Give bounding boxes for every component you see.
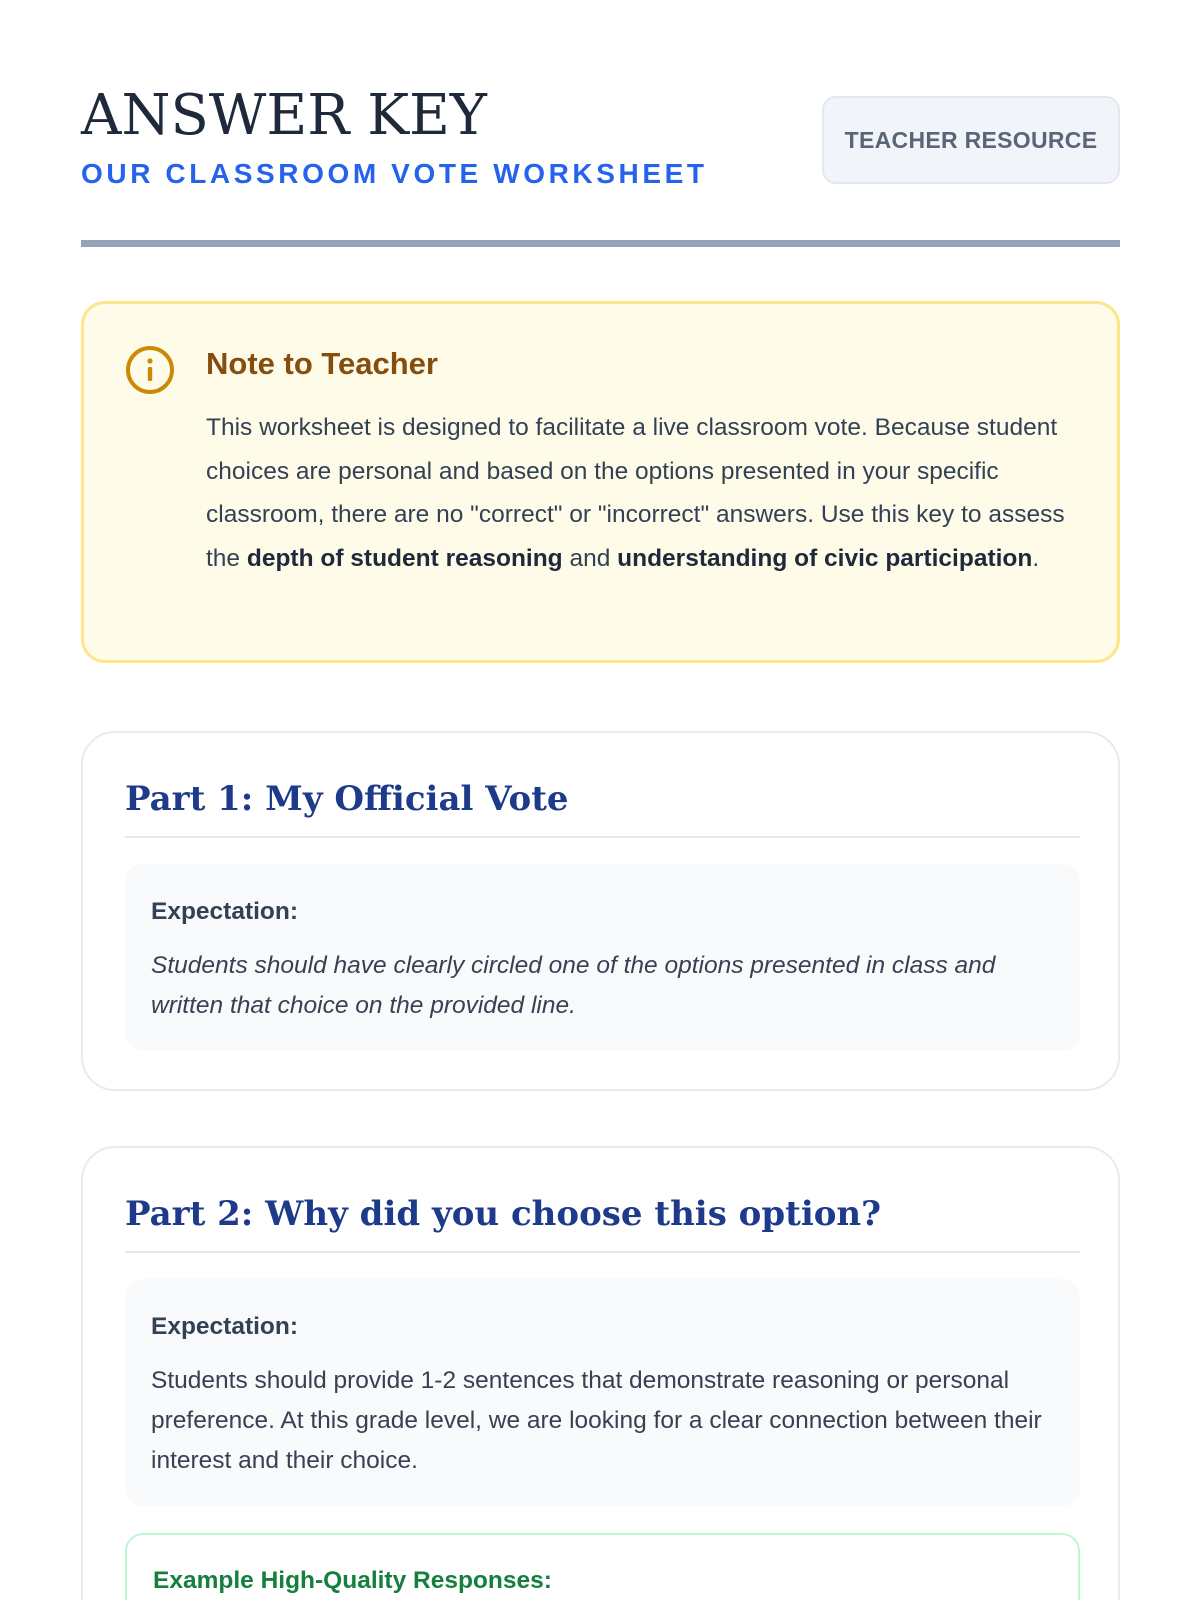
- part-2-expectation-label: Expectation:: [151, 1313, 299, 1340]
- page-header: [81, 84, 1120, 250]
- page-title: ANSWER KEY: [81, 83, 487, 148]
- part-2-card: [81, 1146, 1120, 1600]
- note-emphasis-reasoning: depth of student reasoning: [246, 544, 563, 572]
- part-2-expectation-text: Students should provide 1-2 sentences that demonstrate reasoning or personal preference. At this grade level, we are looking for a clear connection between their interest and their choice.: [151, 1367, 1042, 1474]
- page-subtitle: OUR CLASSROOM VOTE WORKSHEET: [81, 158, 708, 189]
- info-icon: [124, 344, 176, 396]
- part-1-expectation-text: Students should have clearly circled one of the options presented in class and written that choice on the provided line.: [151, 952, 996, 1019]
- example-responses-box: [125, 1533, 1080, 1600]
- note-body-intro: This worksheet is designed to facilitate a live classroom vote. Because student choices are personal and based on the options presented in your specific classroom, there are no "correct" or "incorrect" answers. Use this key to assess the: [206, 414, 1065, 572]
- note-body: [206, 406, 1086, 580]
- note-body-connector: and: [562, 544, 618, 572]
- example-responses-label: Example High-Quality Responses:: [153, 1567, 552, 1594]
- note-title: Note to Teacher: [206, 346, 438, 381]
- part-1-divider: [125, 836, 1080, 838]
- part-2-expectation-box: [125, 1279, 1080, 1506]
- part-1-expectation-box: [125, 864, 1080, 1051]
- part-1-expectation-label: Expectation:: [151, 898, 299, 925]
- note-emphasis-civic: understanding of civic participation: [617, 544, 1033, 572]
- header-divider: [81, 240, 1120, 247]
- part-1-card: [81, 731, 1120, 1091]
- part-2-divider: [125, 1251, 1080, 1253]
- note-body-end: .: [1032, 544, 1040, 572]
- part-2-title: Part 2: Why did you choose this option?: [125, 1194, 882, 1234]
- teacher-resource-badge: TEACHER RESOURCE: [822, 96, 1120, 184]
- part-1-title: Part 1: My Official Vote: [125, 779, 569, 819]
- teacher-note: [81, 301, 1120, 663]
